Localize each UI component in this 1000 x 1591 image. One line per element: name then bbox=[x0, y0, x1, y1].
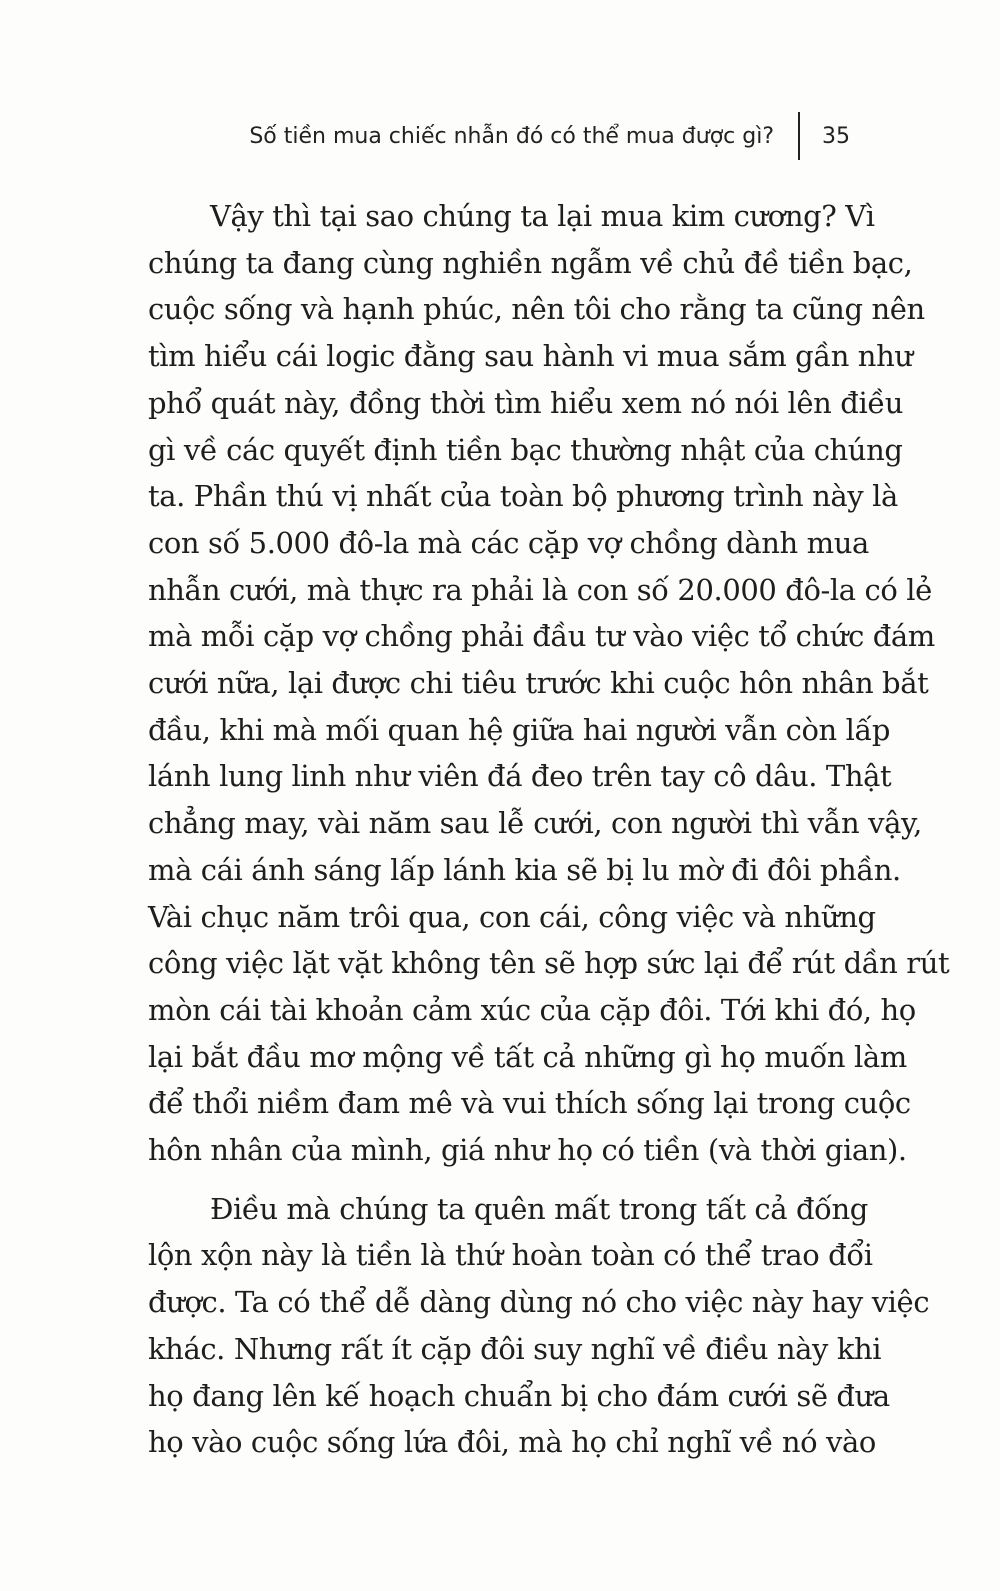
text-line: công việc lặt vặt không tên sẽ hợp sức lại để rút dần rút bbox=[148, 946, 950, 981]
text-line: họ vào cuộc sống lứa đôi, mà họ chỉ nghĩ về nó vào bbox=[148, 1425, 876, 1460]
text-line: ta. Phần thú vị nhất của toàn bộ phương trình này là bbox=[148, 479, 898, 514]
body-text bbox=[148, 193, 950, 1466]
text-line: để thổi niềm đam mê và vui thích sống lại trong cuộc bbox=[148, 1086, 911, 1121]
text-line: chúng ta đang cùng nghiền ngẫm về chủ đề tiền bạc, bbox=[148, 245, 913, 280]
text-line: Vậy thì tại sao chúng ta lại mua kim cương? Vì bbox=[210, 199, 875, 233]
text-line: chẳng may, vài năm sau lễ cưới, con người thì vẫn vậy, bbox=[148, 806, 922, 841]
text-line: được. Ta có thể dễ dàng dùng nó cho việc này hay việc bbox=[148, 1285, 930, 1320]
text-line: phổ quát này, đồng thời tìm hiểu xem nó nói lên điều bbox=[148, 385, 904, 420]
text-line: lánh lung linh như viên đá đeo trên tay cô dâu. Thật bbox=[148, 759, 892, 794]
paragraph bbox=[148, 1186, 930, 1466]
text-line: đầu, khi mà mối quan hệ giữa hai người vẫn còn lấp bbox=[148, 712, 891, 747]
text-line: lộn xộn này là tiền là thứ hoàn toàn có thể trao đổi bbox=[148, 1238, 873, 1273]
text-line: Vài chục năm trôi qua, con cái, công việc và những bbox=[148, 899, 876, 934]
text-line: cưới nữa, lại được chi tiêu trước khi cuộc hôn nhân bắt bbox=[148, 666, 929, 701]
text-line: mà cái ánh sáng lấp lánh kia sẽ bị lu mờ đi đôi phần. bbox=[148, 852, 901, 887]
text-line: con số 5.000 đô-la mà các cặp vợ chồng dành mua bbox=[148, 525, 869, 560]
text-line: mòn cái tài khoản cảm xúc của cặp đôi. Tới khi đó, họ bbox=[148, 992, 916, 1027]
paragraph bbox=[148, 193, 950, 1174]
text-line: mà mỗi cặp vợ chồng phải đầu tư vào việc tổ chức đám bbox=[148, 619, 935, 654]
paragraph-gap bbox=[148, 1174, 852, 1186]
text-line: nhẫn cưới, mà thực ra phải là con số 20.000 đô-la có lẻ bbox=[148, 572, 932, 607]
chapter-title: Số tiền mua chiếc nhẫn đó có thể mua được gì? bbox=[249, 123, 774, 149]
text-line: tìm hiểu cái logic đằng sau hành vi mua sắm gần như bbox=[148, 339, 913, 374]
running-header bbox=[0, 110, 850, 162]
text-line: khác. Nhưng rất ít cặp đôi suy nghĩ về điều này khi bbox=[148, 1331, 882, 1366]
text-line: cuộc sống và hạnh phúc, nên tôi cho rằng ta cũng nên bbox=[148, 292, 925, 327]
text-line: Điều mà chúng ta quên mất trong tất cả đống bbox=[210, 1191, 868, 1226]
header-divider bbox=[798, 112, 800, 160]
text-line: lại bắt đầu mơ mộng về tất cả những gì họ muốn làm bbox=[148, 1039, 907, 1074]
text-line: gì về các quyết định tiền bạc thường nhật của chúng bbox=[148, 432, 903, 467]
page-number: 35 bbox=[822, 123, 850, 149]
text-line: họ đang lên kế hoạch chuẩn bị cho đám cưới sẽ đưa bbox=[148, 1378, 890, 1413]
text-line: hôn nhân của mình, giá như họ có tiền (và thời gian). bbox=[148, 1133, 907, 1168]
